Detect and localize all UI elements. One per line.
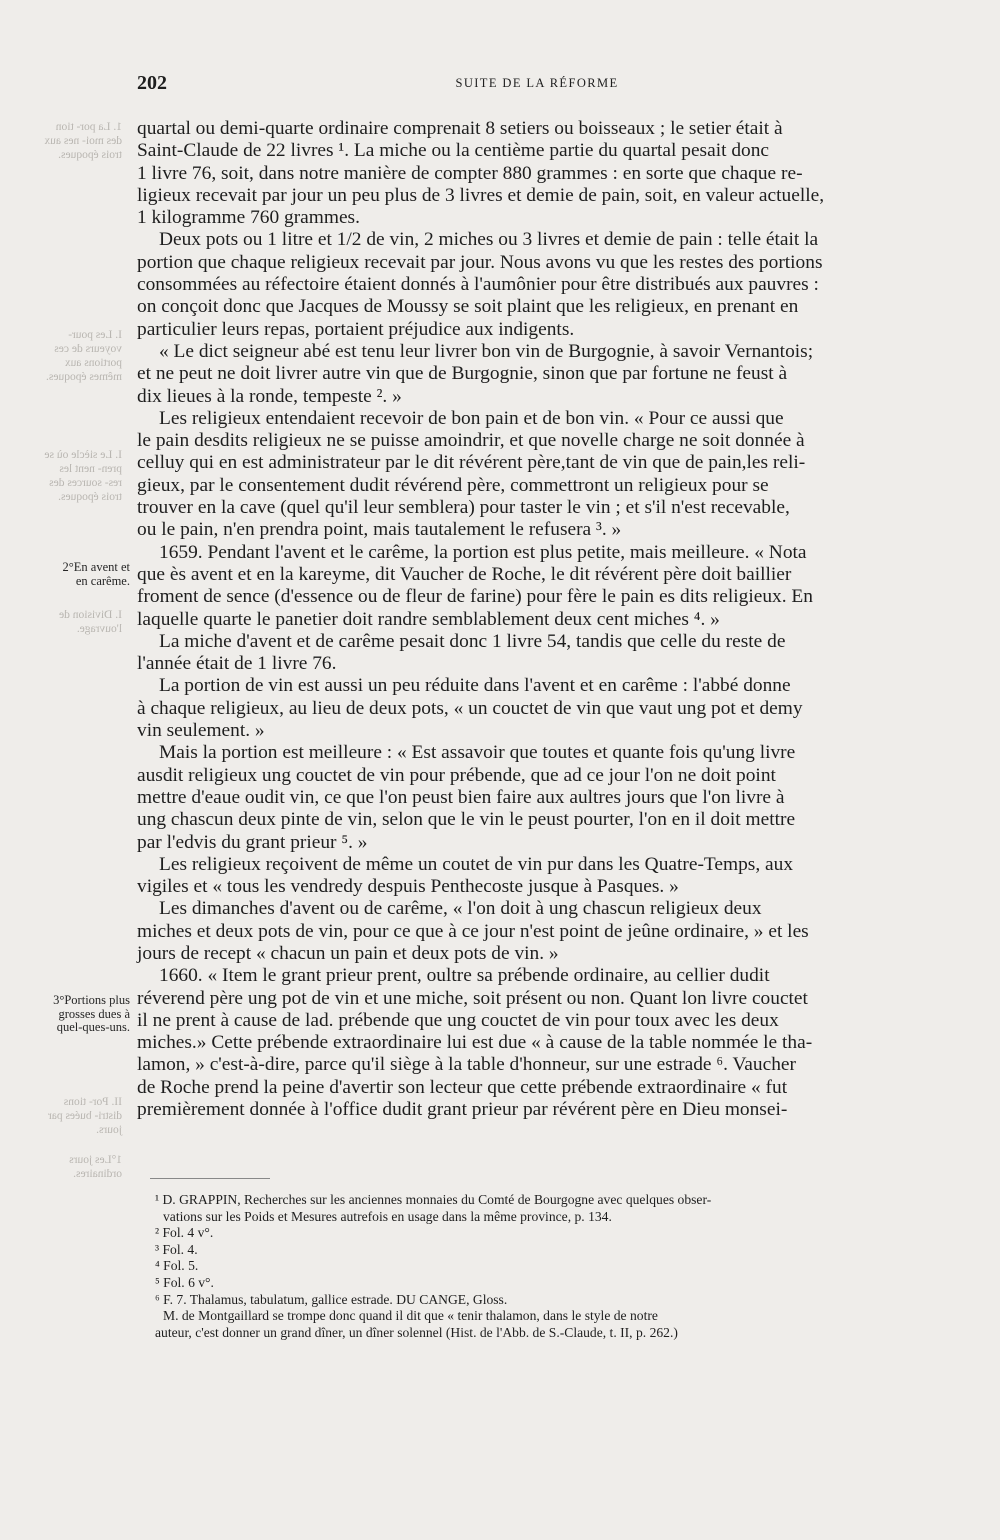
text-line: 1660. « Item le grant prieur prent, oultre sa prébende ordinaire, au cellier dudit — [159, 965, 770, 987]
bleed-through-note: II. Por- tions distri- buées par jours. — [47, 1096, 122, 1136]
bleed-through-note: I. Division de l'ouvrage. — [59, 609, 122, 635]
text-line: La miche d'avent et de carême pesait donc 1 livre 54, tandis que celle du reste de — [159, 630, 786, 652]
text-line: à chaque religieux, au lieu de deux pots, « un couctet de vin que vaut ung pot et demy — [137, 697, 803, 719]
bleed-through-note: I. Les pour- voyeurs de ces portions aux mêmes époques. — [45, 329, 122, 383]
text-line: Saint-Claude de 22 livres ¹. La miche ou la centième partie du quartal pesait donc — [137, 140, 770, 162]
text-line: celluy qui en est administrateur par le dit révérent père,tant de vin que de pain,les reli- — [137, 452, 806, 474]
text-line: de Roche prend la peine d'avertir son lecteur que cette prébende extraordinaire « fut — [137, 1076, 788, 1098]
text-line: miches et deux pots de vin, pour ce que à ce jour n'est point de jeûne ordinaire, » et les — [137, 920, 809, 942]
text-line: Mais la portion est meilleure : « Est assavoir que toutes et quante fois qu'ung livre — [159, 742, 796, 764]
text-line: ligieux recevait par jour un peu plus de 3 livres et demie de pain, soit, en valeur actuelle, — [137, 184, 825, 206]
page-header — [137, 72, 937, 96]
text-line: portion que chaque religieux recevait par jour. Nous avons vu que les restes des portions — [137, 251, 823, 273]
text-line: gieux, par le consentement dudit révérend père, commettront un religieux pour se — [137, 474, 769, 496]
text-line: l'année était de 1 livre 76. — [137, 653, 337, 675]
text-line: miches.» Cette prébende extraordinaire lui est due « à cause de la table nommée le tha- — [137, 1032, 813, 1054]
text-line: Les religieux reçoivent de même un coutet de vin pur dans les Quatre-Temps, aux — [159, 853, 794, 875]
text-line: jours de recept « chacun un pain et deux pots de vin. » — [137, 942, 559, 964]
footnote-line: ³ Fol. 4. — [155, 1241, 198, 1257]
text-line: ung chascun deux pinte de vin, selon que le vin le peust pourter, l'on en il doit mettre — [137, 809, 796, 831]
text-line: 1659. Pendant l'avent et le carême, la portion est plus petite, mais meilleure. « Nota — [159, 541, 807, 563]
bleed-through-note: I. Le siècle où se pren- nent les res- sources des trois époques. — [44, 449, 122, 503]
text-line: « Le dict seigneur abé est tenu leur livrer bon vin de Burgognie, à savoir Vernantois; — [159, 340, 814, 362]
text-line: 1 livre 76, soit, dans notre manière de compter 880 grammes : en sorte que chaque re- — [137, 162, 803, 184]
text-line: que ès avent et en la kareyme, dit Vaucher de Roche, le dit révérent père doit baillier — [137, 563, 792, 585]
margin-note-advent: 2°En avent et en carême. — [62, 560, 130, 588]
text-line: Les dimanches d'avent ou de carême, « l'on doit à ung chascun religieux deux — [159, 898, 762, 920]
text-line: Deux pots ou 1 litre et 1/2 de vin, 2 miches ou 3 livres et demie de pain : telle était la — [159, 229, 819, 251]
footnote-line: ¹ D. GRAPPIN, Recherches sur les anciennes monnaies du Comté de Bourgogne avec quelques obser- — [155, 1192, 712, 1207]
text-line: vin seulement. » — [137, 720, 265, 742]
text-line: laquelle quarte le panetier doit randre semblablement deux cent miches ⁴. » — [137, 608, 720, 630]
text-line: La portion de vin est aussi un peu réduite dans l'avent et en carême : l'abbé donne — [159, 675, 791, 697]
bleed-through-note: 1. La por- tion des moi- nes aux trois époques. — [44, 121, 122, 161]
text-line: le pain desdits religieux ne se puisse amoindrir, et que novelle charge ne soit donnée à — [137, 430, 805, 452]
text-line: quartal ou demi-quarte ordinaire comprenait 8 setiers ou boisseaux ; le setier était à — [137, 118, 783, 139]
text-line: trouver en la cave (quel qu'il leur semblera) pour taster le vin ; et s'il n'est recevable, — [137, 497, 790, 519]
footnotes — [155, 1192, 930, 1341]
text-line: et ne peut ne doit livrer autre vin que de Burgognie, sinon que par fortune ne feust à — [137, 363, 788, 385]
margin-note-portions: 3°Portions plus grosses dues à quel-ques-uns. — [53, 993, 130, 1034]
text-line: Les religieux entendaient recevoir de bon pain et de bon vin. « Pour ce aussi que — [159, 407, 784, 429]
page-number: 202 — [137, 72, 167, 94]
bleed-through-note: 1°Les jours ordinaires. — [69, 1154, 122, 1180]
text-line: par l'edvis du grant prieur ⁵. » — [137, 831, 368, 853]
text-line: particulier leurs repas, portaient préjudice aux indigents. — [137, 318, 575, 340]
text-line: consommées au réfectoire étaient donnés à l'aumônier pour être distribués aux pauvres : — [137, 274, 819, 296]
footnote-line: ⁶ F. 7. Thalamus, tabulatum, gallice estrade. DU CANGE, Gloss. — [155, 1291, 508, 1307]
main-text — [137, 118, 937, 1121]
text-line: mettre d'eaue oudit vin, ce que l'on peust bien faire aux aultres jours que l'on livre à — [137, 786, 785, 808]
text-line: 1 kilogramme 760 grammes. — [137, 207, 360, 229]
footnote-divider — [150, 1178, 270, 1179]
footnote-line: vations sur les Poids et Mesures autrefois en usage dans la même province, p. 134. — [163, 1208, 612, 1224]
footnote-line: ⁵ Fol. 6 v°. — [155, 1274, 214, 1290]
text-line: ou le pain, n'en prendra point, mais tautalement le refusera ³. » — [137, 519, 622, 541]
text-line: on conçoit donc que Jacques de Moussy se soit plaint que les religieux, en prenant en — [137, 296, 799, 318]
footnote-line: ² Fol. 4 v°. — [155, 1225, 214, 1241]
text-line: ausdit religieux ung couctet de vin pour prébende, que ad ce jour l'on ne doit point — [137, 764, 776, 786]
text-line: il ne prent à cause de lad. prébende que ung couctet de vin pour toux avec les deux — [137, 1009, 779, 1031]
running-title: SUITE DE LA RÉFORME — [455, 76, 619, 90]
text-line: dix lieues à la ronde, tempeste ². » — [137, 385, 402, 407]
footnote-line: ⁴ Fol. 5. — [155, 1258, 199, 1274]
text-line: froment de sence (d'essence ou de fleur de farine) pour fère le pain es dits religieux. En — [137, 586, 813, 608]
text-line: vigiles et « tous les vendredy despuis Penthecoste jusque à Pasques. » — [137, 876, 679, 898]
footnote-line: M. de Montgaillard se trompe donc quand il dit que « tenir thalamon, dans le style de notre — [163, 1308, 658, 1324]
text-line: réverend père ung pot de vin et une miche, soit présent ou non. Quant lon livre couctet — [137, 987, 808, 1009]
text-line: premièrement donnée à l'office dudit grant prieur par révérent père en Dieu monsei- — [137, 1099, 788, 1121]
text-line: lamon, » c'est-à-dire, parce qu'il siège à la table d'honneur, sur une estrade ⁶. Vaucher — [137, 1054, 796, 1076]
footnote-line: auteur, c'est donner un grand dîner, un dîner solennel (Hist. de l'Abb. de S.-Claude, t. II, p. 262.) — [155, 1324, 678, 1340]
